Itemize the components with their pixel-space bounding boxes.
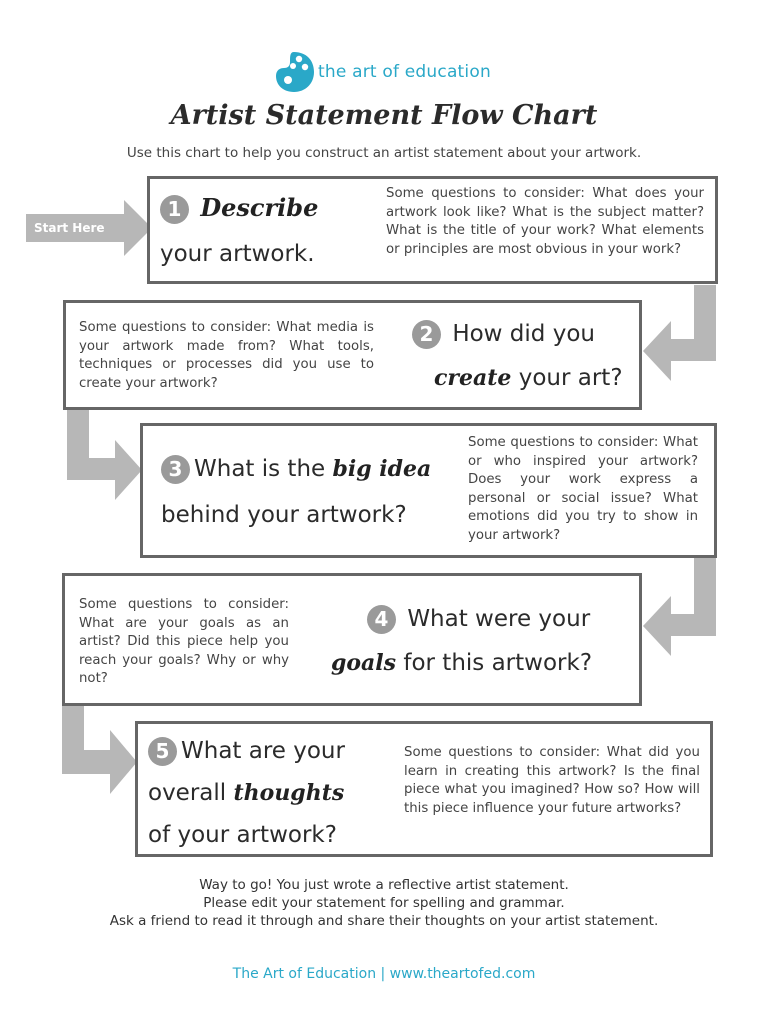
arrow-2-to-3 <box>67 410 142 500</box>
step-number: 2 <box>412 320 441 349</box>
step-3-heading: 3 What is the big idea <box>161 454 431 484</box>
page-title: Artist Statement Flow Chart <box>170 100 598 131</box>
step-2-heading-line2: create your art? <box>434 365 623 391</box>
step-1-box <box>147 176 718 284</box>
step-2-box <box>63 300 642 410</box>
step-number: 1 <box>160 195 189 224</box>
step-1-questions: Some questions to consider: What does your artwork look like? What is the subject matter? What is the title of your work? What elements or principles are most obvious in your work? <box>386 186 704 257</box>
start-here-label: Start Here <box>26 214 118 242</box>
footer-line-2: Please edit your statement for spelling and grammar. <box>203 895 565 911</box>
page-subtitle: Use this chart to help you construct an artist statement about your artwork. <box>126 145 642 161</box>
step-number: 5 <box>148 737 177 766</box>
step-5-heading: 5 What are your <box>148 736 345 766</box>
step-number: 4 <box>367 605 396 634</box>
step-4-heading: 4 What were your <box>367 604 590 634</box>
step-number: 3 <box>161 455 190 484</box>
step-2-heading: 2 How did you <box>412 319 595 349</box>
step-5-box <box>135 721 713 857</box>
step-5-heading-line2: overall thoughts <box>148 780 345 806</box>
step-2-questions: Some questions to consider: What media is your artwork made from? What tools, techniques or processes did you use to create your artwork? <box>79 320 374 391</box>
step-1-heading-line2: your artwork. <box>160 241 315 267</box>
arrow-4-to-5 <box>62 706 137 794</box>
step-4-heading-line2: goals for this artwork? <box>331 650 593 676</box>
footer-line-1: Way to go! You just wrote a reflective artist statement. <box>199 877 569 893</box>
site-link[interactable]: The Art of Education | www.theartofed.com <box>232 966 536 982</box>
step-5-heading-line3: of your artwork? <box>148 822 337 848</box>
step-4-questions: Some questions to consider: What are your goals as an artist? Did this piece help you reach your goals? Why or why not? <box>79 597 289 686</box>
step-1-heading: 1 Describe <box>160 193 318 224</box>
arrow-1-to-2 <box>643 285 716 381</box>
step-3-box <box>140 423 717 558</box>
step-3-questions: Some questions to consider: What or who inspired your artwork? Does your work express a personal or social issue? What emotions did you try to show in your artwork? <box>468 435 698 543</box>
step-4-box <box>62 573 642 706</box>
logo-text: the art of education <box>318 62 491 82</box>
step-3-heading-line2: behind your artwork? <box>161 502 407 528</box>
step-5-questions: Some questions to consider: What did you learn in creating this artwork? Is the final piece what you imagined? How so? How will this piece influence your future artworks? <box>404 745 700 816</box>
arrow-3-to-4 <box>643 558 716 656</box>
footer-line-3: Ask a friend to read it through and share their thoughts on your artist statement. <box>109 913 659 929</box>
